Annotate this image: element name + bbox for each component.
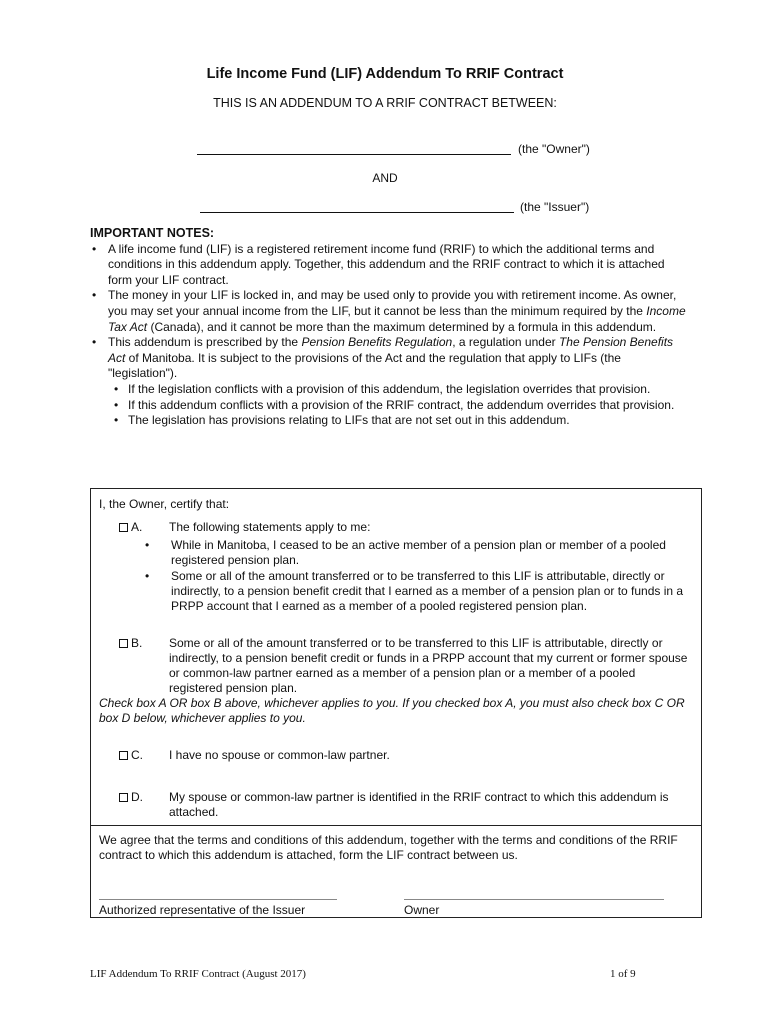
option-a-text: The following statements apply to me: [169,520,371,534]
section-divider [91,825,701,826]
bullet-icon: • [145,538,150,552]
owner-label: (the "Owner") [518,142,590,156]
option-d-letter: D. [131,790,143,804]
certify-intro: I, the Owner, certify that: [99,497,230,511]
sub-note-item [90,413,690,429]
option-a [119,520,689,615]
bullet-icon: • [114,413,119,428]
issuer-signature-label: Authorized representative of the Issuer [99,903,306,917]
checkbox-a[interactable] [119,523,128,532]
note-text: of Manitoba. It is subject to the provisions of the Act and the regulation that apply to LIFs (the "legislation"). [108,350,621,381]
sub-note-item [90,398,690,414]
note-item [90,242,690,289]
sub-note-text: If this addendum conflicts with a provision of the RRIF contract, the addendum overrides that provision. [128,397,675,412]
issuer-name-line[interactable] [200,212,514,213]
option-a-letter: A. [131,520,143,534]
option-a-bullet-text: Some or all of the amount transferred or to be transferred to this LIF is attributable, directly or indirectly, to a pension benefit credit that I earned as a member of a pension plan or to funds in a PRPP account that I earned as a member of a pooled registered pension plan. [171,569,684,613]
owner-name-line[interactable] [197,154,511,155]
issuer-label: (the "Issuer") [520,200,590,214]
sub-note-text: If the legislation conflicts with a provision of this addendum, the legislation overrides that provision. [128,381,651,396]
document-title: Life Income Fund (LIF) Addendum To RRIF Contract [206,66,564,82]
issuer-signature-line[interactable] [99,899,337,900]
note-text: The money in your LIF is locked in, and may be used only to provide you with retirement income. As owner, you may set your annual income from the LIF, but it cannot be less than the minimum required by the [108,288,677,318]
footer-page-number: 1 of 9 [610,968,636,980]
note-text: This addendum is prescribed by the [108,335,302,350]
note-item [90,288,690,335]
checkbox-d[interactable] [119,793,128,802]
checkbox-c[interactable] [119,751,128,760]
note-text: (Canada), and it cannot be more than the maximum determined by a formula in this addendum. [147,319,657,334]
sub-note-text: The legislation has provisions relating to LIFs that are not set out in this addendum. [128,413,570,428]
bullet-icon: • [114,397,119,412]
agreement-text: We agree that the terms and conditions of this addendum, together with the terms and conditions of the RRIF contract to which this addendum is attached, form the LIF contract between us. [99,833,678,862]
bullet-icon: • [92,288,97,303]
bullet-icon: • [92,241,97,256]
note-italic: Income Tax Act [108,303,686,334]
option-d-text: My spouse or common-law partner is identified in the RRIF contract to which this addendum is attached. [169,790,669,819]
bullet-icon: • [145,569,150,583]
and-label: AND [372,171,398,185]
note-text: A life income fund (LIF) is a registered retirement income fund (RRIF) to which the additional terms and conditions in this addendum apply. Together, this addendum and the RRIF contract to which it is attached form your LIF contract. [108,241,665,287]
bullet-icon: • [114,381,119,396]
option-a-bullet-1 [145,538,689,568]
note-text: , a regulation under [452,335,559,350]
note-italic: The Pension Benefits Act [108,335,674,365]
option-c [119,748,689,764]
footer-document-name: LIF Addendum To RRIF Contract (August 2017) [90,968,306,980]
document-subtitle: THIS IS AN ADDENDUM TO A RRIF CONTRACT BETWEEN: [213,96,557,110]
bullet-icon: • [92,335,97,350]
important-notes [90,226,690,429]
checkbox-b[interactable] [119,639,128,648]
owner-signature-label: Owner [404,903,440,917]
option-b-letter: B. [131,636,143,650]
notes-header: IMPORTANT NOTES: [90,226,215,240]
option-c-letter: C. [131,748,143,762]
note-item [90,335,690,382]
sub-note-item [90,382,690,398]
option-a-bullet-text: While in Manitoba, I ceased to be an active member of a pension plan or member of a pooled registered pension plan. [171,538,666,567]
option-a-bullet-2 [145,569,689,614]
option-d [119,790,689,822]
note-italic: Pension Benefits Regulation [301,335,453,350]
certification-box [90,488,702,918]
check-box-instruction: Check box A OR box B above, whichever applies to you. If you checked box A, you must also check box C OR box D below, whichever applies to you. [99,696,685,725]
option-b [119,636,689,698]
option-c-text: I have no spouse or common-law partner. [169,748,390,762]
owner-signature-line[interactable] [404,899,664,900]
option-b-text: Some or all of the amount transferred or to be transferred to this LIF is attributable, directly or indirectly, to a pension benefit credit or funds in a PRPP account that my current or former spouse or common-law partner earned as a member of a pension plan or a member of a pooled registered pension plan. [169,636,688,695]
